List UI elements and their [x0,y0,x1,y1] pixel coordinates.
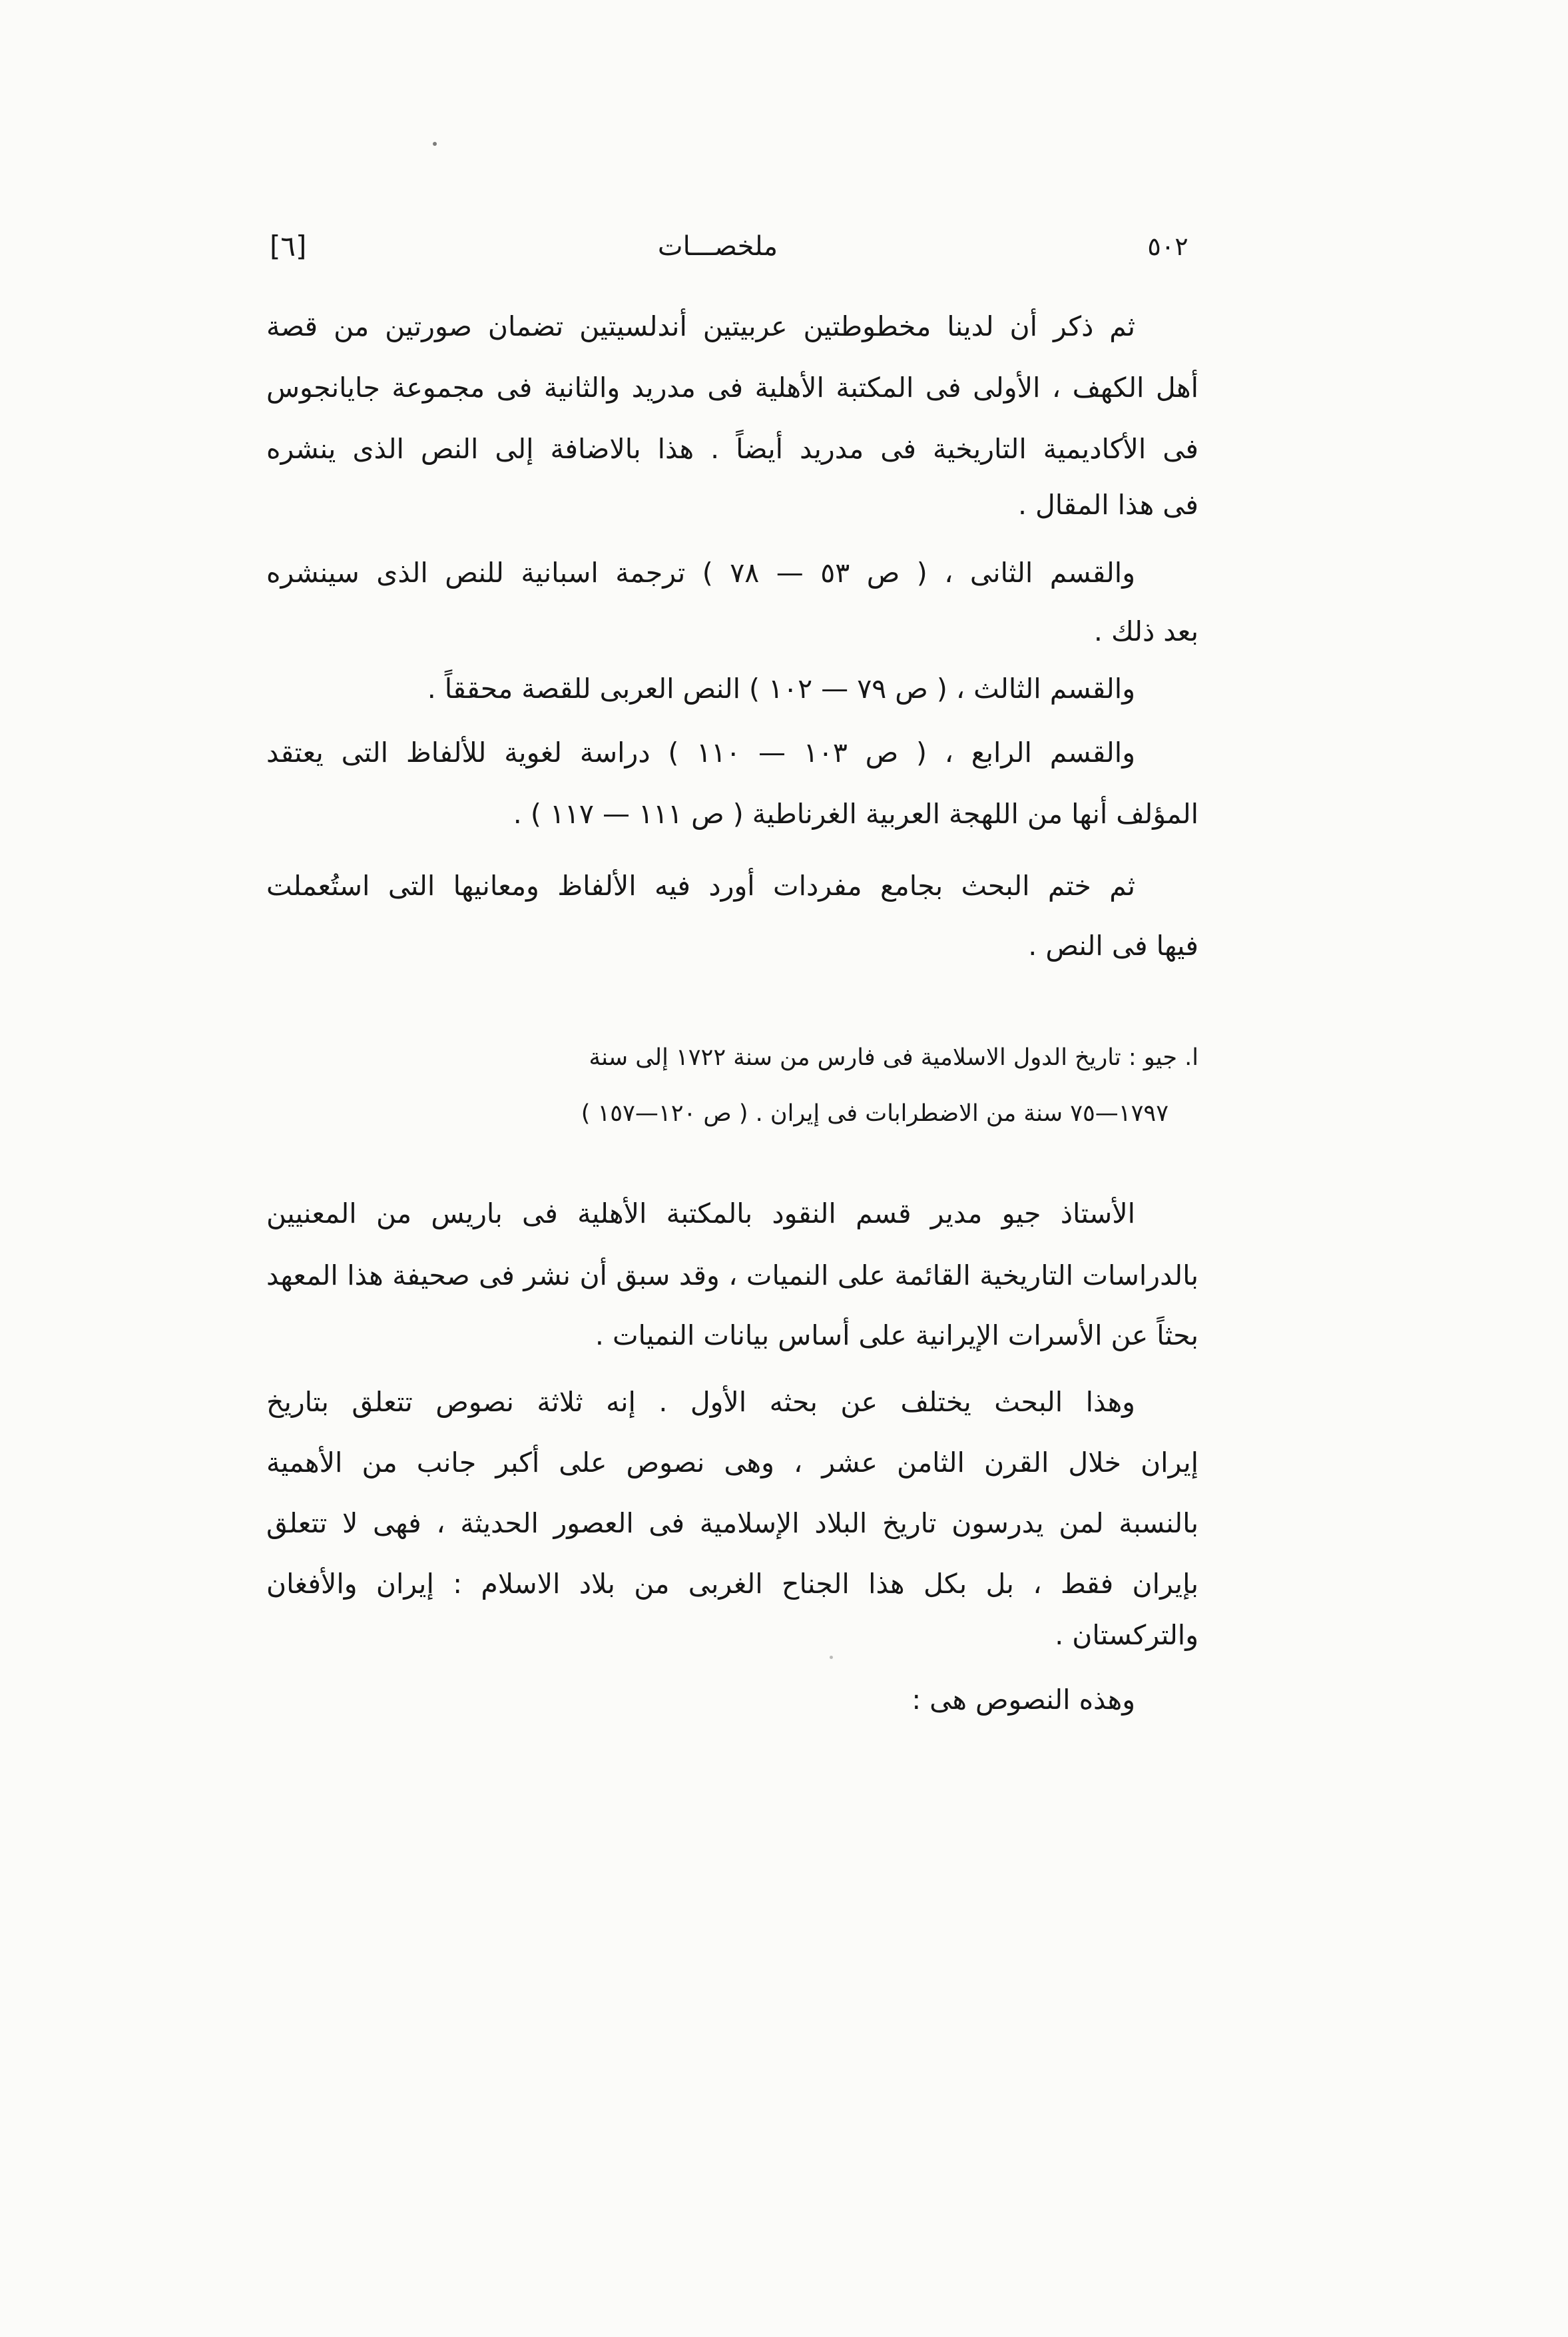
page-number: ٥٠٢ [1147,232,1188,261]
footnote-line: ا. جيو : تاريخ الدول الاسلامية فى فارس من سنة ١٧٢٢ إلى سنة [589,1044,1198,1071]
text-line: وهذا البحث يختلف عن بحثه الأول . إنه ثلاثة نصوص تتعلق بتاريخ [266,1386,1135,1418]
running-title: ملخصـــات [657,231,778,262]
section-marker: [٦] [270,230,307,262]
text-line: فى الأكاديمية التاريخية فى مدريد أيضاً . هذا بالاضافة إلى النص الذى ينشره [266,433,1198,465]
text-line: بالنسبة لمن يدرسون تاريخ البلاد الإسلامية فى العصور الحديثة ، فهى لا تتعلق [266,1507,1198,1539]
text-line: إيران خلال القرن الثامن عشر ، وهى نصوص على أكبر جانب من الأهمية [266,1447,1198,1479]
text-line: ثم ذكر أن لدينا مخطوطتين عربيتين أندلسيتين تضمان صورتين من قصة [266,310,1135,342]
text-line: الأستاذ جيو مدير قسم النقود بالمكتبة الأهلية فى باريس من المعنيين [266,1197,1135,1229]
scan-speck [433,142,437,146]
text-line: المؤلف أنها من اللهجة العربية الغرناطية ( ص ١١١ — ١١٧ ) . [513,798,1198,830]
text-line: بحثاً عن الأسرات الإيرانية على أساس بيانات النميات . [595,1319,1198,1351]
text-line: فى هذا المقال . [1017,489,1198,521]
text-line: بإيران فقط ، بل بكل هذا الجناح الغربى من بلاد الاسلام : إيران والأفغان [266,1568,1198,1600]
text-line: والتركستان . [1055,1619,1198,1651]
text-line: والقسم الثانى ، ( ص ٥٣ — ٧٨ ) ترجمة اسبانية للنص الذى سينشره [266,557,1135,589]
text-line: بعد ذلك . [1093,615,1198,647]
footnote-line: ١٧٩٧—٧٥ سنة من الاضطرابات فى إيران . ( ص ١٢٠—١٥٧ ) [581,1100,1169,1127]
text-line: فيها فى النص . [1028,930,1198,962]
text-line: ثم ختم البحث بجامع مفردات أورد فيه الألفاظ ومعانيها التى استُعملت [266,870,1135,902]
text-line: والقسم الثالث ، ( ص ٧٩ — ١٠٢ ) النص العربى للقصة محققاً . [427,673,1135,705]
text-line: والقسم الرابع ، ( ص ١٠٣ — ١١٠ ) دراسة لغوية للألفاظ التى يعتقد [266,737,1135,769]
text-line: وهذه النصوص هى : [912,1684,1135,1716]
text-line: بالدراسات التاريخية القائمة على النميات ، وقد سبق أن نشر فى صحيفة هذا المعهد [266,1259,1198,1291]
scan-speck [830,1656,833,1659]
text-line: أهل الكهف ، الأولى فى المكتبة الأهلية فى مدريد والثانية فى مجموعة جايانجوس [266,372,1198,404]
